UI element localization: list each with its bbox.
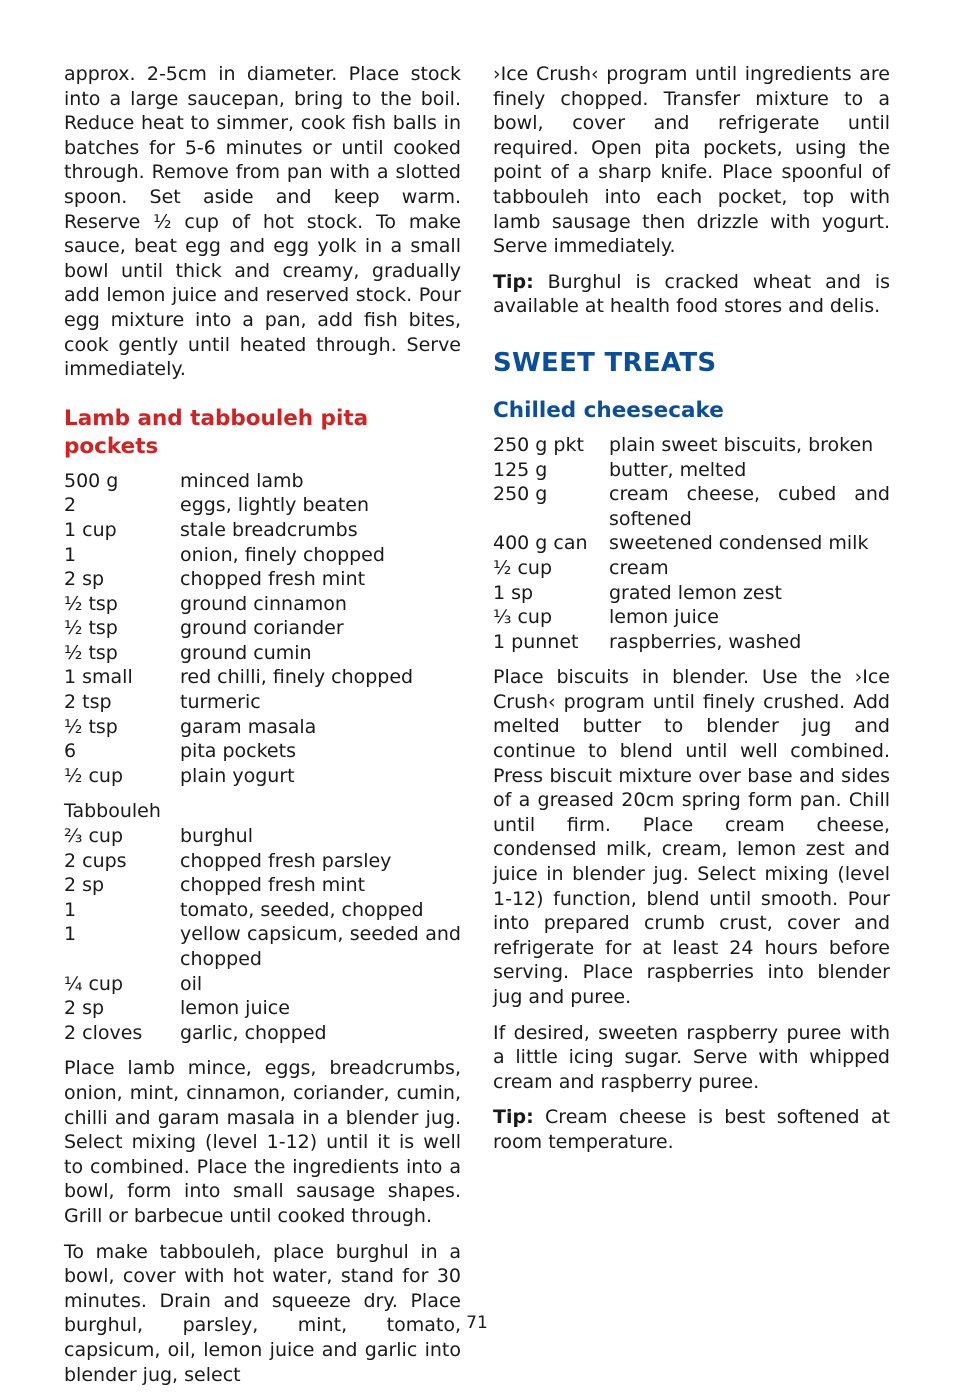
ingredient-name: yellow capsicum, seeded and chopped [180, 923, 461, 970]
tip-burghul [493, 270, 890, 319]
ingredient-name: burghul [180, 825, 254, 848]
ingredient-quantity: 2 sp [64, 568, 105, 591]
ingredient-name: butter, melted [609, 458, 747, 481]
ingredient-row [64, 690, 461, 715]
ingredient-name: oil [180, 972, 203, 995]
page-number: 71 [466, 1313, 488, 1333]
ingredient-row [64, 739, 461, 764]
ingredient-row [493, 531, 890, 556]
ingredient-row [64, 849, 461, 874]
ingredient-quantity: ⅔ cup [64, 825, 124, 848]
tip-label: Tip: [493, 270, 534, 293]
continuation-paragraph: ›Ice Crush‹ program until ingredients are finely chopped. Transfer mixture to a bowl, cover and refrigerate until required. Open pita pockets, using the point of a sharp knife. Place spoonful of tabbouleh into each pocket, top with lamb sausage then drizzle with yogurt. Serve immediately. [493, 63, 890, 258]
ingredient-list-lamb [64, 469, 461, 789]
ingredient-row [64, 567, 461, 592]
ingredient-quantity: 2 [64, 494, 77, 517]
ingredient-quantity: 1 cup [64, 518, 117, 541]
ingredient-name: raspberries, washed [609, 630, 802, 653]
ingredient-name: minced lamb [180, 469, 304, 492]
ingredient-name: chopped fresh parsley [180, 849, 392, 872]
ingredient-quantity: 1 sp [493, 581, 534, 604]
ingredient-quantity: ½ cup [493, 556, 553, 579]
ingredient-quantity: 500 g [64, 469, 119, 492]
ingredient-quantity: ¼ cup [64, 972, 124, 995]
ingredient-name: chopped fresh mint [180, 568, 366, 591]
ingredient-name: ground cinnamon [180, 592, 347, 615]
ingredient-list-cheesecake [493, 433, 890, 654]
ingredient-quantity: 2 cloves [64, 1021, 143, 1044]
ingredient-list-tabbouleh [64, 824, 461, 1045]
ingredient-row [64, 922, 461, 971]
tip-text: Cream cheese is best softened at room temperature. [493, 1106, 890, 1153]
tip-cream-cheese [493, 1105, 890, 1154]
ingredient-quantity: 1 [64, 898, 77, 921]
ingredient-name: turmeric [180, 691, 261, 714]
tip-text: Burghul is cracked wheat and is available at health food stores and delis. [493, 270, 890, 318]
ingredient-row [493, 556, 890, 581]
ingredient-row [64, 641, 461, 666]
ingredient-row [493, 605, 890, 630]
ingredient-name: ground coriander [180, 617, 344, 640]
ingredient-row [64, 898, 461, 923]
ingredient-quantity: 6 [64, 740, 77, 763]
ingredient-name: stale breadcrumbs [180, 518, 358, 541]
ingredient-row [64, 616, 461, 641]
ingredient-quantity: ½ tsp [64, 592, 118, 615]
ingredient-row [64, 996, 461, 1021]
method-paragraph-2: To make tabbouleh, place burghul in a bowl, cover with hot water, stand for 30 minutes. Drain and squeeze dry. Place burghul, parsley, mint, tomato, capsicum, oil, lemon juice and garlic into blender jug, select [64, 1240, 461, 1386]
ingredient-row [64, 592, 461, 617]
ingredient-quantity: 2 cups [64, 849, 127, 872]
ingredient-row [64, 493, 461, 518]
ingredient-quantity: 250 g [493, 483, 548, 506]
ingredient-name: chopped fresh mint [180, 874, 366, 897]
ingredient-row [493, 630, 890, 655]
ingredient-name: cream [609, 556, 669, 579]
ingredient-row [64, 543, 461, 568]
ingredient-quantity: 1 [64, 923, 77, 946]
ingredient-name: garlic, chopped [180, 1021, 327, 1044]
ingredient-quantity: 125 g [493, 458, 548, 481]
ingredient-name: lemon juice [180, 997, 290, 1020]
ingredient-quantity: 1 small [64, 666, 133, 689]
intro-paragraph: approx. 2-5cm in diameter. Place stock into a large saucepan, bring to the boil. Reduce heat to simmer, cook fish balls in batches for 5-6 minutes or until cooked through. Remove from pan with a slotted spoon. Set aside and keep warm. Reserve ½ cup of hot stock. To make sauce, beat egg and egg yolk in a small bowl until thick and creamy, gradually add lemon juice and reserved stock. Pour egg mixture into a pan, add fish bites, cook gently until heated through. Serve immediately. [64, 63, 461, 381]
tip-label: Tip: [493, 1106, 534, 1129]
method-paragraph-1: Place lamb mince, eggs, breadcrumbs, onion, mint, cinnamon, coriander, cumin, chilli and garam masala in a blender jug. Select mixing (level 1-12) until it is well to combined. Place the ingredients into a bowl, form into small sausage shapes. Grill or barbecue until cooked through. [64, 1057, 461, 1227]
ingredient-row [64, 518, 461, 543]
ingredient-name: tomato, seeded, chopped [180, 898, 424, 921]
ingredient-row [64, 972, 461, 997]
ingredient-row [64, 824, 461, 849]
ingredient-row [64, 1021, 461, 1046]
ingredient-row [493, 482, 890, 531]
ingredient-name: pita pockets [180, 740, 296, 763]
ingredient-name: plain sweet biscuits, broken [609, 433, 874, 456]
right-column [493, 62, 890, 1166]
ingredient-quantity: 2 tsp [64, 691, 112, 714]
ingredient-name: garam masala [180, 715, 317, 738]
ingredient-name: eggs, lightly beaten [180, 494, 370, 517]
ingredient-quantity: 2 sp [64, 997, 105, 1020]
ingredient-name: cream cheese, cubed and softened [609, 483, 890, 530]
ingredient-name: onion, finely chopped [180, 543, 385, 566]
ingredient-row [64, 873, 461, 898]
subheading-tabbouleh: Tabbouleh [64, 800, 161, 823]
ingredient-quantity: 1 punnet [493, 630, 579, 653]
ingredient-quantity: 1 [64, 543, 77, 566]
ingredient-row [64, 715, 461, 740]
ingredient-name: sweetened condensed milk [609, 532, 869, 555]
ingredient-row [493, 581, 890, 606]
ingredient-row [64, 764, 461, 789]
ingredient-name: grated lemon zest [609, 581, 782, 604]
ingredient-quantity: ½ tsp [64, 641, 118, 664]
section-title: SWEET TREATS [493, 347, 717, 378]
ingredient-quantity: ⅓ cup [493, 606, 553, 629]
ingredient-row [64, 469, 461, 494]
ingredient-name: red chilli, finely chopped [180, 666, 414, 689]
ingredient-row [493, 433, 890, 458]
ingredient-name: ground cumin [180, 641, 312, 664]
ingredient-row [493, 458, 890, 483]
method-paragraph-cheesecake-2: If desired, sweeten raspberry puree with a little icing sugar. Serve with whipped cream and raspberry puree. [493, 1021, 890, 1093]
method-paragraph-cheesecake-1: Place biscuits in blender. Use the ›Ice Crush‹ program until finely crushed. Add melted butter to blender jug and continue to blend until well combined. Press biscuit mixture over base and sides of a greased 20cm spring form pan. Chill until firm. Place cream cheese, condensed milk, cream, lemon zest and juice in blender jug. Select mixing (level 1-12) function, blend until smooth. Pour into prepared crumb crust, cover and refrigerate for at least 24 hours before serving. Place raspberries into blender jug and puree. [493, 666, 890, 1008]
ingredient-quantity: ½ tsp [64, 715, 118, 738]
ingredient-name: lemon juice [609, 606, 719, 629]
ingredient-row [64, 665, 461, 690]
ingredient-quantity: 400 g can [493, 532, 588, 555]
ingredient-quantity: 2 sp [64, 874, 105, 897]
ingredient-name: plain yogurt [180, 764, 295, 787]
ingredient-quantity: 250 g pkt [493, 433, 584, 456]
recipe-title-cheesecake: Chilled cheesecake [493, 397, 724, 423]
ingredient-quantity: ½ cup [64, 764, 124, 787]
left-column [64, 62, 461, 1398]
ingredient-quantity: ½ tsp [64, 617, 118, 640]
recipe-title-lamb: Lamb and tabbouleh pita pockets [64, 405, 369, 459]
